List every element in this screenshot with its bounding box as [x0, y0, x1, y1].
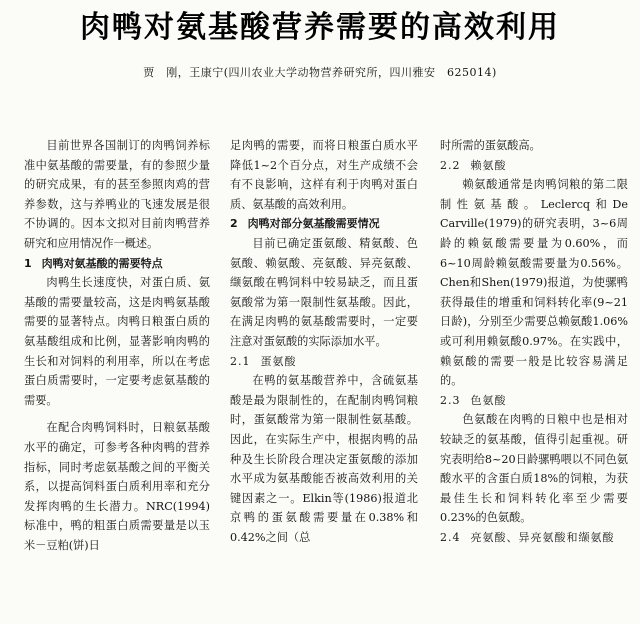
- text-column-3: [440, 136, 628, 547]
- paragraph: 肉鸭生长速度快，对蛋白质、氨基酸的需要量较高，这是肉鸭氨基酸需要的显著特点。肉鸭日粮蛋白质的氨基酸组成和比例，显著影响肉鸭的生长和对饲料的利用率，所以在考虑蛋白质需要时，一定要考虑氨基酸的需要。: [24, 276, 210, 407]
- paragraph: 色氨酸在肉鸭的日粮中也是相对较缺乏的氨基酸，值得引起重视。研究表明给8~20日龄骡鸭喂以不同色氨酸水平的含蛋白质18%的饲粮，为获最佳生长和饲料转化率至少需要0.23%的色氨酸。: [440, 413, 628, 525]
- subsection-title: 蛋氨酸: [260, 354, 297, 368]
- subsection-number: 2.3: [440, 393, 461, 407]
- subsection-title: 色氨酸: [470, 393, 507, 407]
- author-line: 贾 刚，王康宁(四川农业大学动物营养研究所，四川雅安 625014): [143, 66, 497, 79]
- section-number: 2: [230, 217, 238, 231]
- paragraph: 在配合肉鸭饲料时，日粮氨基酸水平的确定，可参考各种肉鸭的营养指标，同时考虑氨基酸之间的平衡关系，以提高饲料蛋白质利用率和充分发挥肉鸭的生长潜力。NRC(1994)标准中，鸭的粗蛋白质需要量是以玉米－豆粕(饼)日: [24, 421, 210, 552]
- subsection-number: 2.4: [440, 530, 461, 544]
- paragraph-continued: 时所需的蛋氨酸高。: [440, 139, 541, 152]
- subsection-heading-2-3: [440, 391, 628, 411]
- text-column-1: [24, 136, 210, 555]
- paragraph-continued: 足肉鸭的需要，而将日粮蛋白质水平降低1~2个百分点，对生产成绩不会有不良影响，这样有利于肉鸭对蛋白质、氨基酸的高效利用。: [230, 139, 418, 211]
- section-heading-1: [24, 254, 210, 274]
- subsection-number: 2.2: [440, 158, 461, 172]
- text-column-2: [230, 136, 418, 547]
- article-title: 肉鸭对氨基酸营养需要的高效利用: [80, 10, 560, 45]
- section-number: 1: [24, 256, 32, 270]
- section-title: 肉鸭对氨基酸的需要特点: [41, 256, 163, 270]
- paragraph-intro: 目前世界各国制订的肉鸭饲养标准中氨基酸的需要量，有的参照少量的研究成果，有的甚至参照肉鸡的营养参数，这与养鸭业的飞速发展是很不协调的。因本文拟对目前肉鸭营养研究和应用情况作一概述。: [24, 139, 210, 250]
- subsection-heading-2-1: [230, 352, 418, 372]
- paragraph: 赖氨酸通常是肉鸭饲粮的第二限制性氨基酸。Leclercq和De Carville(1979)的研究表明，3~6周龄的赖氨酸需要量为0.60%，而6~10周龄赖氨酸需要量为0.56%。Chen和Shen(1979)报道，为使骡鸭获得最佳的增重和饲料转化率(9~21日龄)，分别至少需要总赖氨酸1.06%或可利用赖氨酸0.97%。在实践中，赖氨酸的需要一般是比较容易满足的。: [440, 178, 628, 388]
- subsection-title: 赖氨酸: [470, 158, 507, 172]
- subsection-title: 亮氨酸、异亮氨酸和缬氨酸: [470, 530, 615, 544]
- section-title: 肉鸭对部分氨基酸需要情况: [247, 217, 380, 231]
- paragraph: 在鸭的氨基酸营养中，含硫氨基酸是最为限制性的，在配制肉鸭饲粮时，蛋氨酸常为第一限制性氨基酸。因此，在实际生产中，根据肉鸭的品种及生长阶段合理决定蛋氨酸的添加水平成为氨基酸能否被高效利用的关键因素之一。Elkin等(1986)报道北京鸭的蛋氨酸需要量在0.38%和0.42%之间（总: [230, 374, 418, 544]
- subsection-number: 2.1: [230, 354, 251, 368]
- section-heading-2: [230, 214, 418, 234]
- subsection-heading-2-2: [440, 156, 628, 176]
- paragraph: 目前已确定蛋氨酸、精氨酸、色氨酸、赖氨酸、亮氨酸、异亮氨酸、缬氨酸在鸭饲料中较易缺乏，而且蛋氨酸常为第一限制性氨基酸。因此，在满足肉鸭的氨基酸需要时，一定要注意对蛋氨酸的实际添加水平。: [230, 236, 418, 348]
- subsection-heading-2-4: [440, 528, 628, 548]
